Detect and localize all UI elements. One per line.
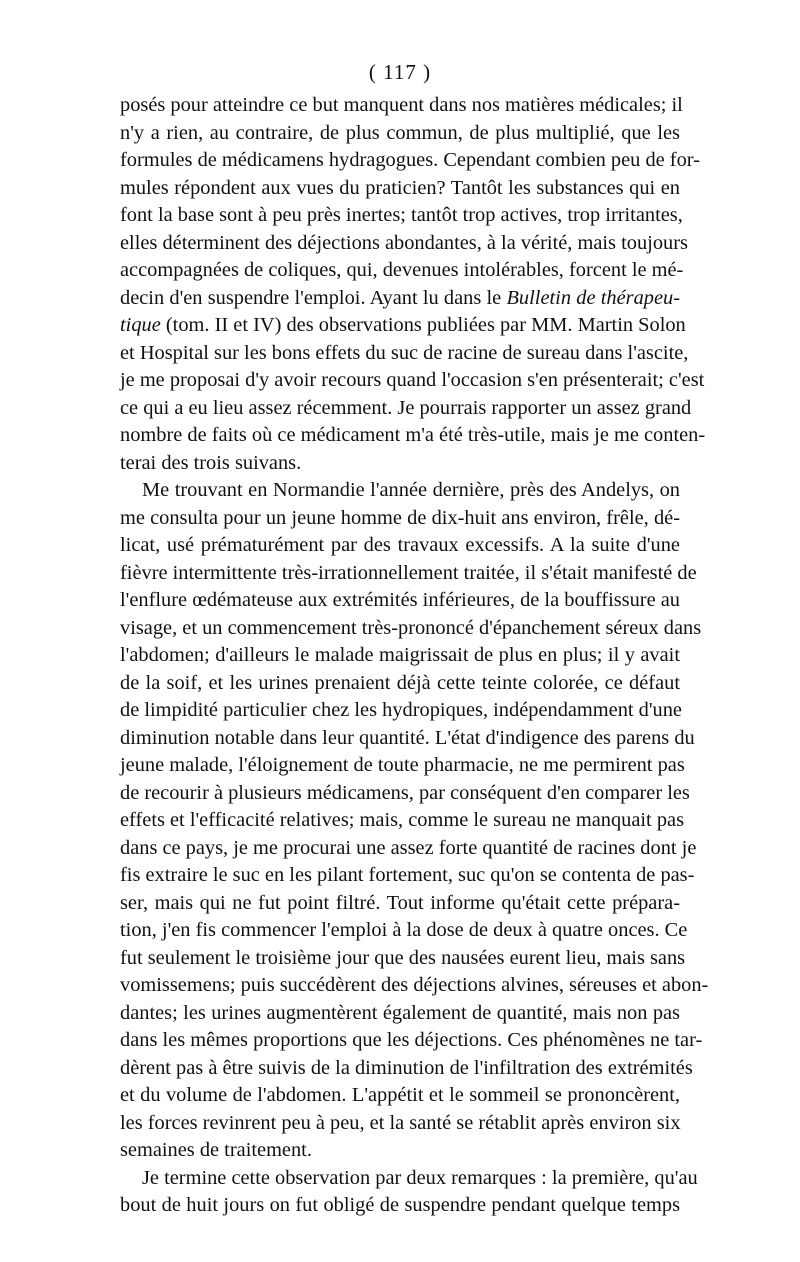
text-line: nombre de faits où ce médicament m'a été très-utile, mais je me conten-	[120, 424, 706, 446]
text-line: bout de huit jours on fut obligé de suspendre pendant quelque temps	[120, 1194, 680, 1216]
text-line: elles déterminent des déjections abondantes, à la vérité, mais toujours	[120, 231, 688, 254]
text-line: de recourir à plusieurs médicamens, par conséquent d'en comparer les	[120, 781, 690, 804]
text-line: mules répondent aux vues du praticien? Tantôt les substances qui en	[120, 176, 680, 199]
page-number: ( 117 )	[368, 60, 432, 84]
text-line: visage, et un commencement très-prononcé d'épanchement séreux dans	[120, 616, 702, 639]
text-line: posés pour atteindre ce but manquent dans nos matières médicales; il	[120, 94, 683, 116]
text-line: et Hospital sur les bons effets du suc de racine de sureau dans l'ascite,	[120, 341, 689, 364]
text-segment: decin d'en suspendre l'emploi. Ayant lu dans le	[120, 286, 502, 309]
text-line: de limpidité particulier chez les hydropiques, indépendamment d'une	[120, 699, 682, 721]
text-line: jeune malade, l'éloignement de toute pharmacie, ne me permirent pas	[120, 754, 685, 776]
text-line: fis extraire le suc en les pilant fortement, suc qu'on se contenta de pas-	[120, 864, 695, 886]
text-line: n'y a rien, au contraire, de plus commun, de plus multiplié, que les	[120, 121, 680, 144]
text-line: effets et l'efficacité relatives; mais, comme le sureau ne manquait pas	[120, 809, 684, 831]
text-line: les forces revinrent peu à peu, et la santé se rétablit après environ six	[120, 1111, 681, 1134]
italic-title-end: tique	[120, 314, 161, 336]
text-line: l'abdomen; d'ailleurs le malade maigrissait de plus en plus; il y avait	[120, 644, 680, 666]
text-line: l'enflure œdémateuse aux extrémités inférieures, de la bouffissure au	[120, 589, 680, 611]
text-line: licat, usé prématurément par des travaux excessifs. A la suite d'une	[120, 534, 680, 556]
text-line: semaines de traitement.	[120, 1139, 312, 1161]
text-line: vomissemens; puis succédèrent des déjections alvines, séreuses et abon-	[120, 974, 709, 996]
text-line: fut seulement le troisième jour que des nausées eurent lieu, mais sans	[120, 946, 686, 969]
text-line: formules de médicamens hydragogues. Cependant combien peu de for-	[120, 149, 700, 171]
text-line: accompagnées de coliques, qui, devenues intolérables, forcent le mé-	[120, 259, 684, 281]
text-line: font la base sont à peu près inertes; tantôt trop actives, trop irritantes,	[120, 204, 683, 226]
italic-title: Bulletin de thérapeu-	[506, 286, 680, 309]
text-line: dans les mêmes proportions que les déjections. Ces phénomènes ne tar-	[120, 1029, 703, 1051]
text-line: me consulta pour un jeune homme de dix-huit ans environ, frêle, dé-	[120, 506, 680, 529]
body-text	[120, 92, 709, 1220]
text-line: ce qui a eu lieu assez récemment. Je pourrais rapporter un assez grand	[120, 396, 692, 419]
text-line: terai des trois suivans.	[120, 451, 302, 474]
text-line: je me proposai d'y avoir recours quand l'occasion s'en présenterait; c'est	[120, 369, 705, 391]
text-line: Je termine cette observation par deux remarques : la première, qu'au	[142, 1166, 698, 1189]
text-line: Me trouvant en Normandie l'année dernière, près des Andelys, on	[142, 479, 680, 501]
text-line: dans ce pays, je me procurai une assez forte quantité de racines dont je	[120, 836, 697, 859]
text-segment: (tom. II et IV) des observations publiées par MM. Martin Solon	[160, 314, 686, 336]
text-line: dantes; les urines augmentèrent également de quantité, mais non pas	[120, 1001, 680, 1024]
text-line: de la soif, et les urines prenaient déjà cette teinte colorée, ce défaut	[120, 671, 680, 694]
text-line: ser, mais qui ne fut point filtré. Tout informe qu'était cette prépara-	[120, 891, 680, 914]
text-line: fièvre intermittente très-irrationnellement traitée, il s'était manifesté de	[120, 561, 697, 584]
text-line: dèrent pas à être suivis de la diminution de l'infiltration des extrémités	[120, 1056, 693, 1079]
text-line	[120, 285, 680, 313]
text-line: diminution notable dans leur quantité. L'état d'indigence des parens du	[120, 726, 695, 749]
text-line: tion, j'en fis commencer l'emploi à la dose de deux à quatre onces. Ce	[120, 919, 688, 941]
text-line: et du volume de l'abdomen. L'appétit et le sommeil se prononcèrent,	[120, 1084, 680, 1106]
text-line	[120, 312, 686, 340]
